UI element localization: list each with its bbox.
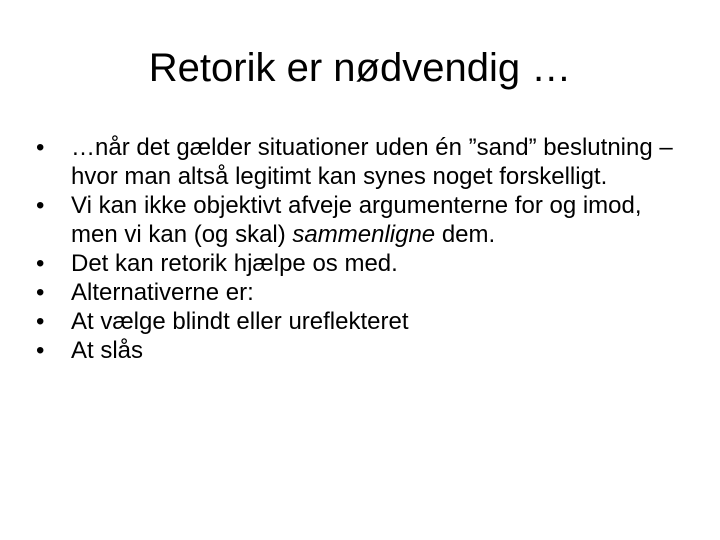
slide-title: Retorik er nødvendig … xyxy=(148,46,572,90)
bullet-dot-icon: • xyxy=(36,192,45,219)
bullet-text-part: dem. xyxy=(435,221,496,248)
bullet-text: Alternativerne er: xyxy=(71,279,254,306)
bullet-text-emphasis: sammenligne xyxy=(292,221,436,248)
bullet-item xyxy=(36,249,686,278)
bullet-item xyxy=(36,336,686,365)
bullet-item xyxy=(36,191,686,249)
bullet-dot-icon: • xyxy=(36,279,45,306)
bullet-dot-icon: • xyxy=(36,134,45,161)
bullet-dot-icon: • xyxy=(36,308,45,335)
bullet-text: Det kan retorik hjælpe os med. xyxy=(71,250,398,277)
bullet-text: …når det gælder situationer uden én ”sand” beslutning – hvor man altså legitimt kan synes noget forskelligt. xyxy=(71,134,673,190)
bullet-text-part: Vi kan ikke objektivt afveje argumenterne for og imod, men vi kan (og skal) xyxy=(71,192,642,248)
bullet-item xyxy=(36,307,686,336)
bullet-dot-icon: • xyxy=(36,250,45,277)
bullet-list xyxy=(36,133,686,365)
bullet-item xyxy=(36,133,686,191)
bullet-text: At vælge blindt eller ureflekteret xyxy=(71,308,409,335)
bullet-text: At slås xyxy=(71,337,144,364)
bullet-dot-icon: • xyxy=(36,337,45,364)
bullet-item xyxy=(36,278,686,307)
bullet-text xyxy=(71,192,642,248)
